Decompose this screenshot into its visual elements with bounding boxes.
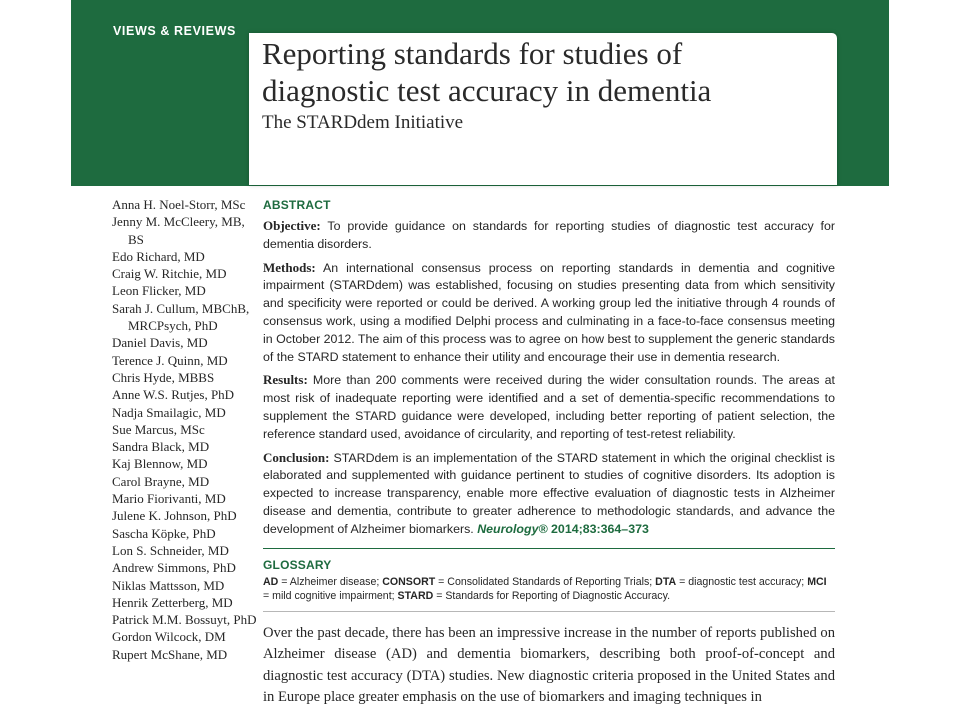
objective-label: Objective: — [263, 218, 321, 233]
author-item: Lon S. Schneider, MD — [112, 542, 229, 558]
author-item: Patrick M.M. Bossuyt, PhD — [112, 612, 257, 628]
author-item: Craig W. Ritchie, MD — [112, 266, 227, 282]
author-item: Leon Flicker, MD — [112, 283, 206, 299]
citation[interactable] — [477, 522, 649, 536]
author-item: Sandra Black, MD — [112, 439, 210, 455]
glossary-definition: = mild cognitive impairment; — [263, 589, 398, 602]
abstract-heading: ABSTRACT — [263, 198, 331, 212]
glossary-term: STARD — [397, 589, 434, 602]
body-divider — [263, 611, 835, 612]
author-item: Andrew Simmons, PhD — [112, 560, 236, 576]
author-item: Edo Richard, MD — [112, 248, 205, 264]
author-item: Sascha Köpke, PhD — [112, 525, 216, 541]
author-item: Sue Marcus, MSc — [112, 421, 205, 437]
abstract-methods — [263, 259, 835, 367]
author-item: Julene K. Johnson, PhD — [112, 508, 237, 524]
glossary-divider — [263, 548, 835, 549]
abstract-results — [263, 371, 835, 443]
author-item: Anne W.S. Rutjes, PhD — [112, 387, 235, 403]
main-column — [263, 198, 835, 709]
author-item: Gordon Wilcock, DM — [112, 629, 226, 645]
title-line-2: diagnostic test accuracy in dementia — [262, 73, 712, 108]
glossary-term: MCI — [807, 575, 827, 588]
methods-label: Methods: — [263, 259, 316, 275]
abstract-conclusion — [263, 449, 835, 539]
author-item: Niklas Mattsson, MD — [112, 577, 225, 593]
results-text: More than 200 comments were received during the wider consultation rounds. The areas at most risk of inadequate reporting were identified and a set of dementia-specific recommendations to supplement the STARD guidance were developed, including better reporting of patient selection, the reference standard used, avoidance of circularity, and reporting of test-retest reliability. — [263, 373, 835, 441]
author-item: Terence J. Quinn, MD — [112, 352, 228, 368]
author-item: Mario Fiorivanti, MD — [112, 491, 226, 507]
objective-text: To provide guidance on standards for reporting studies of diagnostic test accuracy for dementia disorders. — [263, 219, 835, 251]
glossary-term: AD — [263, 575, 279, 588]
title-line-1: Reporting standards for studies of — [262, 36, 683, 71]
author-item: Daniel Davis, MD — [112, 335, 208, 351]
glossary-heading: GLOSSARY — [263, 557, 332, 572]
citation-ref: 2014;83:364–373 — [547, 521, 649, 536]
conclusion-text: STARDdem is an implementation of the STARD statement in which the original checklist is elaborated and supplemented with guidance pertinent to studies of cognitive disorders. Its adoption is expected to increase transparency, enable more effective evaluation of diagnostic tests in Alzheimer disease and dementia, contribute to greater adherence to methodologic standards, and advance the development of Alzheimer biomarkers. — [263, 450, 835, 536]
glossary-term: CONSORT — [382, 575, 436, 588]
author-item: Chris Hyde, MBBS — [112, 369, 215, 385]
author-item: Rupert McShane, MD — [112, 646, 228, 662]
article-title — [262, 35, 711, 109]
author-item: Sarah J. Cullum, MBChB, MRCPsych, PhD — [112, 300, 250, 334]
results-label: Results: — [263, 372, 308, 388]
abstract-objective — [263, 217, 835, 254]
glossary-definition: = Alzheimer disease; — [278, 575, 383, 588]
methods-text: An international consensus process on reporting standards in dementia and cognitive impairment (STARDdem) was established, focusing on studies presenting data from which sensitivity and specificity were reported or could be derived. A working group led the initiative through 4 rounds of consensus work, using a modified Delphi process and culminating in a face-to-face consensus meeting in October 2012. The aim of this process was to agree on how best to supplement the generic standards of the STARD statement to enhance their utility and encourage their use in dementia research. — [263, 260, 835, 364]
author-item: Carol Brayne, MD — [112, 473, 210, 489]
body-paragraph: Over the past decade, there has been an impressive increase in the number of reports published on Alzheimer disease (AD) and dementia biomarkers, describing both proof-of-concept and diagnostic test accuracy (DTA) studies. New diagnostic criteria proposed in the United States and in Europe place greater emphasis on the use of biomarkers and imaging techniques in — [263, 624, 835, 706]
glossary-term: DTA — [655, 575, 677, 588]
author-item: Kaj Blennow, MD — [112, 456, 208, 472]
article-page — [71, 0, 889, 720]
citation-journal: Neurology® — [477, 521, 548, 536]
author-item: Anna H. Noel-Storr, MSc — [112, 197, 246, 212]
section-label: VIEWS & REVIEWS — [113, 24, 236, 38]
author-list — [112, 196, 258, 663]
glossary-definition: = diagnostic test accuracy; — [676, 575, 808, 588]
article-subtitle: The STARDdem Initiative — [262, 112, 464, 133]
author-item: Henrik Zetterberg, MD — [112, 594, 233, 610]
glossary-text — [263, 575, 835, 603]
conclusion-label: Conclusion: — [263, 449, 330, 465]
title-card — [249, 33, 837, 185]
glossary-definition: = Standards for Reporting of Diagnostic Accuracy. — [433, 589, 671, 602]
glossary-definition: = Consolidated Standards of Reporting Trials; — [435, 575, 656, 588]
author-item: Jenny M. McCleery, MB, BS — [112, 214, 245, 247]
author-item: Nadja Smailagic, MD — [112, 404, 226, 420]
